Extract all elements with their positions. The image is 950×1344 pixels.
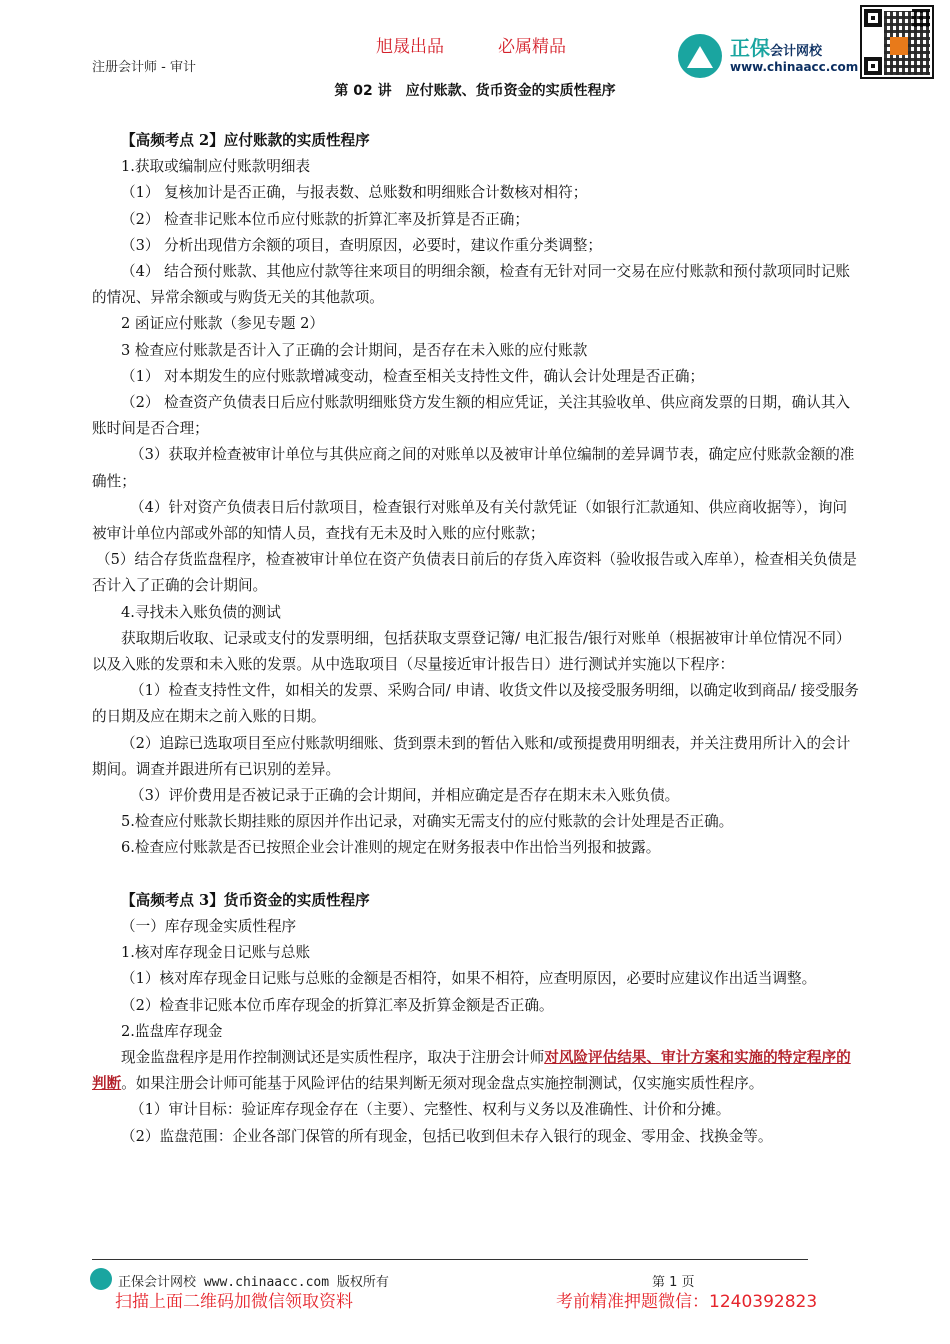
body-line: （3）获取并检查被审计单位与其供应商之间的对账单以及被审计单位编制的差异调节表，确定应付账款金额的准确性； [92, 446, 855, 490]
cash-monitor-paragraph [92, 1045, 860, 1097]
footer-logo-icon [90, 1268, 112, 1290]
body-line: （1） 对本期发生的应付账款增减变动，检查至相关支持性文件，确认会计处理是否正确； [121, 367, 705, 385]
body-line: （2）监盘范围：企业各部门保管的所有现金，包括已收到但未存入银行的现金、零用金、找换金等。 [121, 1127, 773, 1145]
chinaacc-logo[interactable] [678, 28, 868, 80]
body-line: （1）检查支持性文件，如相关的发票、采购合同/ 申请、收货文件以及接受服务明细，以确定收到商品/ 接受服务的日期及应在期末之前入账的日期。 [92, 682, 859, 726]
monitor-pre: 现金监盘程序是用作控制测试还是实质性程序，取决于注册会计师 [121, 1048, 545, 1066]
slogan-right: 必属精品 [498, 37, 566, 57]
monitor-post: 。如果注册会计师可能基于风险评估的结果判断无须对现金盘点实施控制测试，仅实施实质性程序。 [121, 1075, 764, 1093]
promo-wechat-id: 考前精准押题微信：1240392823 [556, 1292, 818, 1312]
page-number: 第 1 页 [652, 1275, 695, 1290]
body-line: 5.检查应付账款长期挂账的原因并作出记录，对确实无需支付的应付账款的会计处理是否正确。 [121, 813, 734, 831]
course-label: 注册会计师 - 审计 [92, 60, 196, 75]
monitor-emphasis: 对风险评估结果、审计方案和实施的特定程序的判断 [92, 1048, 851, 1093]
body-line: （2） 检查非记账本位币应付账款的折算汇率及折算是否正确； [121, 210, 529, 228]
body-line: （一）库存现金实质性程序 [121, 917, 297, 935]
body-line: （2） 检查资产负债表日后应付账款明细账贷方发生额的相应凭证，关注其验收单、供应商发票的日期，确认其入账时间是否合理； [92, 394, 851, 438]
body-line: （4） 结合预付账款、其他应付款等往来项目的明细余额，检查有无针对同一交易在应付账款和预付款项同时记账的情况、异常余额或与购货无关的其他款项。 [92, 263, 851, 307]
body-line: （1） 复核加计是否正确，与报表数、总账数和明细账合计数核对相符； [121, 184, 588, 202]
footer-copyright: 正保会计网校 www.chinaacc.com 版权所有 [118, 1275, 389, 1290]
body-line: 2 函证应付账款（参见专题 2） [121, 315, 324, 333]
section-heading: 【高频考点 3】货币资金的实质性程序 [121, 891, 370, 909]
section-heading: 【高频考点 2】应付账款的实质性程序 [121, 132, 370, 149]
document-body [92, 128, 860, 1150]
logo-name: 正保 [730, 36, 770, 60]
logo-sub: 会计网校 [770, 44, 823, 59]
slogan-left: 旭晟出品 [376, 37, 444, 57]
logo-url: www.chinaacc.com [730, 60, 859, 74]
logo-mark-icon [678, 34, 722, 78]
body-line: （2）检查非记账本位币库存现金的折算汇率及折算金额是否正确。 [121, 996, 554, 1014]
body-line: （3） 分析出现借方余额的项目，查明原因，必要时，建议作重分类调整； [121, 236, 602, 254]
body-line: 6.检查应付账款是否已按照企业会计准则的规定在财务报表中作出恰当列报和披露。 [121, 839, 661, 857]
body-line: 3 检查应付账款是否计入了正确的会计期间，是否存在未入账的应付账款 [121, 341, 588, 359]
body-line: （2）追踪已选取项目至应付账款明细账、货到票未到的暂估入账和/或预提费用明细表，并关注费用所计入的会计期间。调查并跟进所有已识别的差异。 [92, 734, 851, 778]
spacer [92, 862, 860, 888]
body-line: 2.监盘库存现金 [121, 1022, 223, 1040]
body-line: （4）针对资产负债表日后付款项目，检查银行对账单及有关付款凭证（如银行汇款通知、供应商收据等），询问被审计单位内部或外部的知情人员，查找有无未及时入账的应付账款； [92, 498, 848, 543]
body-line: 1.获取或编制应付账款明细表 [121, 158, 311, 176]
body-line: 1.核对库存现金日记账与总账 [121, 944, 311, 962]
body-line: （1）核对库存现金日记账与总账的金额是否相符，如果不相符，应查明原因，必要时应建议作出适当调整。 [121, 970, 817, 988]
body-line: （5）结合存货监盘程序，检查被审计单位在资产负债表日前后的存货入库资料（验收报告或入库单），检查相关负债是否计入了正确的会计期间。 [92, 551, 857, 595]
body-line: （1）审计目标：验证库存现金存在（主要）、完整性、权利与义务以及准确性、计价和分摊。 [130, 1101, 731, 1119]
footer-divider [92, 1259, 808, 1260]
promo-wechat-scan: 扫描上面二维码加微信领取资料 [115, 1292, 353, 1312]
qr-code-icon [860, 5, 934, 79]
body-line: 4.寻找未入账负债的测试 [121, 603, 281, 621]
lecture-title: 第 02 讲 应付账款、货币资金的实质性程序 [334, 83, 616, 99]
body-line: （3）评价费用是否被记录于正确的会计期间，并相应确定是否存在期末未入账负债。 [130, 787, 680, 805]
body-line: 获取期后收取、记录或支付的发票明细，包括获取支票登记簿/ 电汇报告/银行对账单（根据被审计单位情况不同）以及入账的发票和未入账的发票。从中选取项目（尽量接近审计报告日）进行测试并实施以下程序： [92, 629, 851, 674]
